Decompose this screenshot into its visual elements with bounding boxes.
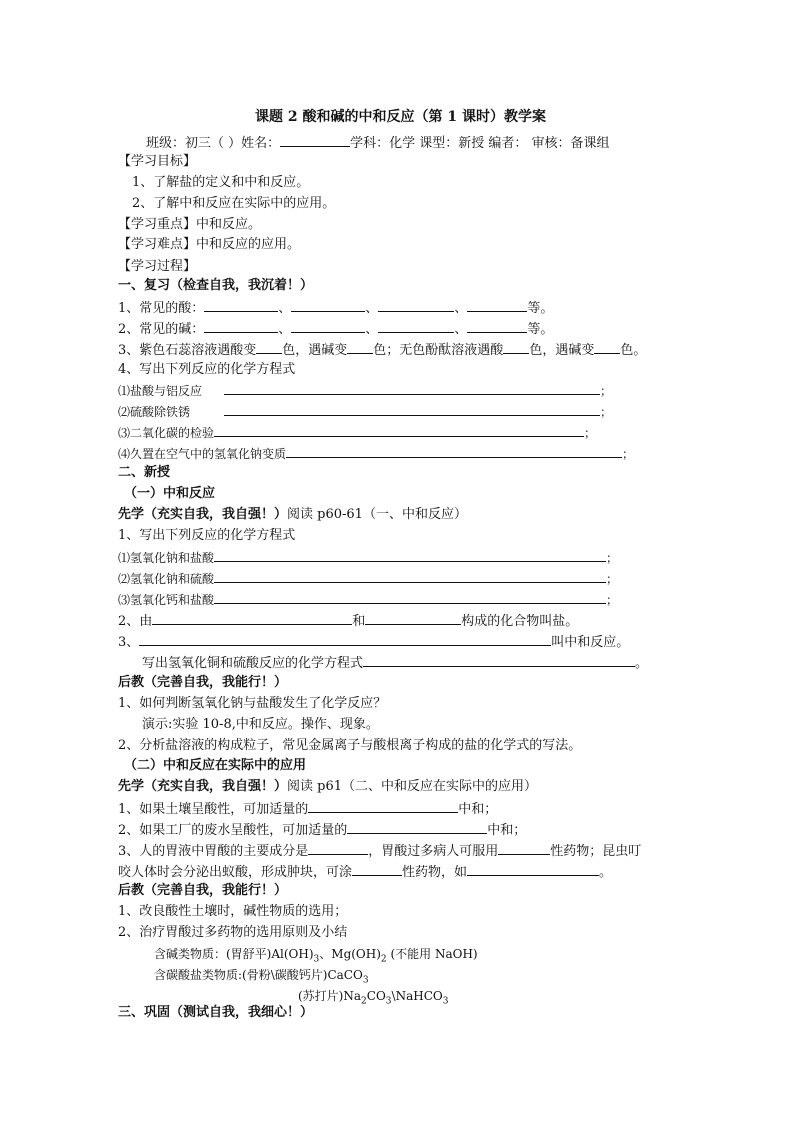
review-eq-1: [118, 381, 612, 400]
blank: [256, 340, 282, 354]
medicine-carbonates: [154, 966, 369, 984]
blank: [214, 548, 606, 562]
goal-2: 2、了解中和反应在实际中的应用。: [132, 196, 336, 211]
copper-hydroxide-equation: [142, 653, 648, 673]
review-equations-heading: 4、写出下列反应的化学方程式: [118, 362, 296, 377]
blank: [378, 319, 454, 333]
period: 。: [599, 865, 613, 880]
semi: ；: [622, 447, 635, 461]
text: 写出氢氧化铜和硫酸反应的化学方程式: [142, 656, 364, 671]
text: 含碱类物质：(胃舒平)Al(OH): [154, 947, 314, 961]
text: (苏打片)Na: [298, 989, 362, 1003]
blank: [308, 841, 368, 855]
text: 含碳酸盐类物质:(骨粉\碳酸钙片)CaCO: [154, 968, 363, 982]
difficult-point: 【学习难点】中和反应的应用。: [118, 237, 301, 252]
text: 色，遇碱变: [282, 343, 348, 358]
semi: ；: [606, 572, 619, 586]
sep: 、: [365, 322, 379, 337]
blank: [214, 590, 606, 604]
text: 色，遇碱变: [529, 343, 595, 358]
text: 2、如果工厂的废水呈酸性，可加适量的: [118, 823, 348, 838]
text: ，胃酸过多病人可服用: [368, 844, 499, 859]
key-point: 【学习重点】中和反应。: [118, 217, 262, 232]
text: 性药物；昆虫叮: [550, 844, 642, 859]
subscript: 2: [361, 996, 367, 1007]
info-subject: 学科：化学 课型：新授 编者： 审核：备课组: [350, 136, 610, 151]
etc: 等。: [527, 322, 554, 337]
text: 色；无色酚酞溶液遇酸: [373, 343, 504, 358]
subsection-applications-title: （二）中和反应在实际中的应用: [124, 758, 307, 773]
text: 叫中和反应。: [551, 635, 630, 650]
semi: ；: [606, 551, 619, 565]
houjiao-1-q2: 2、分析盐溶液的构成粒子，常见金属离子与酸根离子构成的盐的化学式的写法。: [118, 738, 582, 753]
blank: [286, 444, 622, 458]
text: 性药物，如: [402, 865, 468, 880]
semi: ；: [584, 426, 597, 440]
text: 3、紫色石蕊溶液遇酸变: [118, 343, 257, 358]
review-indicators: [118, 340, 646, 360]
sep: 、: [278, 322, 292, 337]
review-eq-3: [118, 423, 596, 442]
subscript: 3: [385, 996, 392, 1007]
goals-heading: 【学习目标】: [118, 154, 197, 169]
etc: 等。: [527, 301, 554, 316]
application-insect-bite: [118, 862, 612, 882]
medicine-bases: [154, 945, 478, 963]
blank: [139, 632, 551, 646]
review-acids: [118, 298, 553, 318]
preview-reading: 阅读 p60-61（一、中和反应）: [287, 507, 467, 522]
blank: [363, 653, 635, 667]
blank: [224, 381, 600, 395]
name-blank: [280, 133, 350, 147]
eq-label: ⑵硫酸除铁锈: [118, 405, 191, 419]
goal-1: 1、了解盐的定义和中和反应。: [132, 175, 310, 190]
text: 中和；: [487, 823, 527, 838]
section-review-title: 一、复习（检查自我，我沉着！）: [118, 278, 314, 293]
blank: [467, 298, 527, 312]
eq-label: ⑶氢氧化钙和盐酸: [118, 593, 215, 607]
new-eq-2: [118, 569, 618, 588]
review-eq-4: [118, 444, 634, 463]
subscript: 3: [362, 975, 369, 986]
eq-label: ⑵氢氧化钠和硫酸: [118, 572, 215, 586]
preview-reading: 阅读 p61（二、中和反应在实际中的应用）: [287, 779, 538, 794]
preview-label: 先学（充实自我，我自强！）: [118, 779, 288, 794]
blank: [347, 820, 487, 834]
application-wastewater: [118, 820, 526, 840]
blank: [594, 340, 620, 354]
blank: [467, 319, 527, 333]
application-soil: [118, 799, 497, 819]
medicine-soda: [298, 987, 448, 1005]
eq-label: ⑷久置在空气中的氢氧化钠变质: [118, 447, 287, 461]
eq-label: ⑴盐酸与铝反应: [118, 384, 203, 398]
text: 2、由: [118, 614, 153, 629]
blank: [365, 611, 461, 625]
eq-label: ⑴氢氧化钠和盐酸: [118, 551, 215, 565]
eq-label: ⑶二氧化碳的检验: [118, 426, 215, 440]
sep: 、: [454, 322, 468, 337]
preview-2: [118, 778, 537, 796]
blank: [224, 402, 600, 416]
info-line: [146, 133, 610, 153]
text: 1、如果土壤呈酸性，可加适量的: [118, 802, 309, 817]
new-eq-1: [118, 548, 618, 567]
text: CO: [366, 989, 386, 1003]
text: 3、人的胃液中胃酸的主要成分是: [118, 844, 309, 859]
blank: [214, 423, 584, 437]
semi: ；: [600, 405, 613, 419]
new-equations-heading: 1、写出下列反应的化学方程式: [118, 528, 296, 543]
process-heading: 【学习过程】: [118, 259, 197, 274]
houjiao-label-1: 后教（完善自我，我能行！）: [118, 675, 288, 690]
review-eq-2: [118, 402, 612, 421]
semi: ；: [600, 384, 613, 398]
sep: 、: [365, 301, 379, 316]
blank: [152, 611, 352, 625]
preview-1: [118, 506, 467, 524]
salt-definition: [118, 611, 578, 631]
blank: [503, 340, 529, 354]
blank: [352, 862, 402, 876]
period: 。: [635, 656, 649, 671]
text: 咬人体时会分泌出蚁酸，形成肿块，可涂: [118, 865, 353, 880]
text: 中和；: [458, 802, 498, 817]
review-bases: [118, 319, 553, 339]
semi: ；: [606, 593, 619, 607]
text: 构成的化合物叫盐。: [461, 614, 579, 629]
subsection-neutralization-title: （一）中和反应: [124, 486, 216, 501]
blank: [204, 298, 278, 312]
sep: 、: [278, 301, 292, 316]
blank: [308, 799, 458, 813]
text: \NaHCO: [391, 989, 443, 1003]
houjiao-1-q1: 1、如何判断氢氧化钠与盐酸发生了化学反应？: [118, 696, 387, 711]
info-class-name: 班级：初三（ ）姓名：: [146, 136, 281, 151]
blank: [347, 340, 373, 354]
page-title: 课题 2 酸和碱的中和反应（第 1 课时）教学案: [255, 109, 546, 125]
section-consolidate-title: 三、巩固（测试自我，我细心！）: [118, 1005, 314, 1020]
text: (不能用 NaOH): [386, 947, 478, 961]
blank: [498, 841, 550, 855]
houjiao-label-2: 后教（完善自我，我能行！）: [118, 883, 288, 898]
subscript: 3: [442, 996, 449, 1007]
blank: [204, 319, 278, 333]
review-bases-label: 2、常见的碱：: [118, 322, 205, 337]
review-acids-label: 1、常见的酸：: [118, 301, 205, 316]
application-stomach: [118, 841, 641, 861]
text: 和: [352, 614, 366, 629]
houjiao-2-q2: 2、治疗胃酸过多药物的选用原则及小结: [118, 925, 348, 940]
preview-label: 先学（充实自我，我自强！）: [118, 507, 288, 522]
section-new-title: 二、新授: [118, 465, 171, 480]
blank: [467, 862, 599, 876]
subscript: 3: [313, 954, 320, 965]
houjiao-2-q1: 1、改良酸性土壤时，碱性物质的选用；: [118, 904, 348, 919]
text: 、Mg(OH): [319, 947, 381, 961]
blank: [291, 298, 365, 312]
neutralization-definition: [118, 632, 629, 652]
blank: [214, 569, 606, 583]
text: 色。: [620, 343, 647, 358]
houjiao-1-demo: 演示:实验 10-8,中和反应。操作、现象。: [142, 717, 379, 732]
blank: [378, 298, 454, 312]
subscript: 2: [380, 954, 387, 965]
text: 3、: [118, 635, 140, 650]
blank: [291, 319, 365, 333]
sep: 、: [454, 301, 468, 316]
new-eq-3: [118, 590, 618, 609]
